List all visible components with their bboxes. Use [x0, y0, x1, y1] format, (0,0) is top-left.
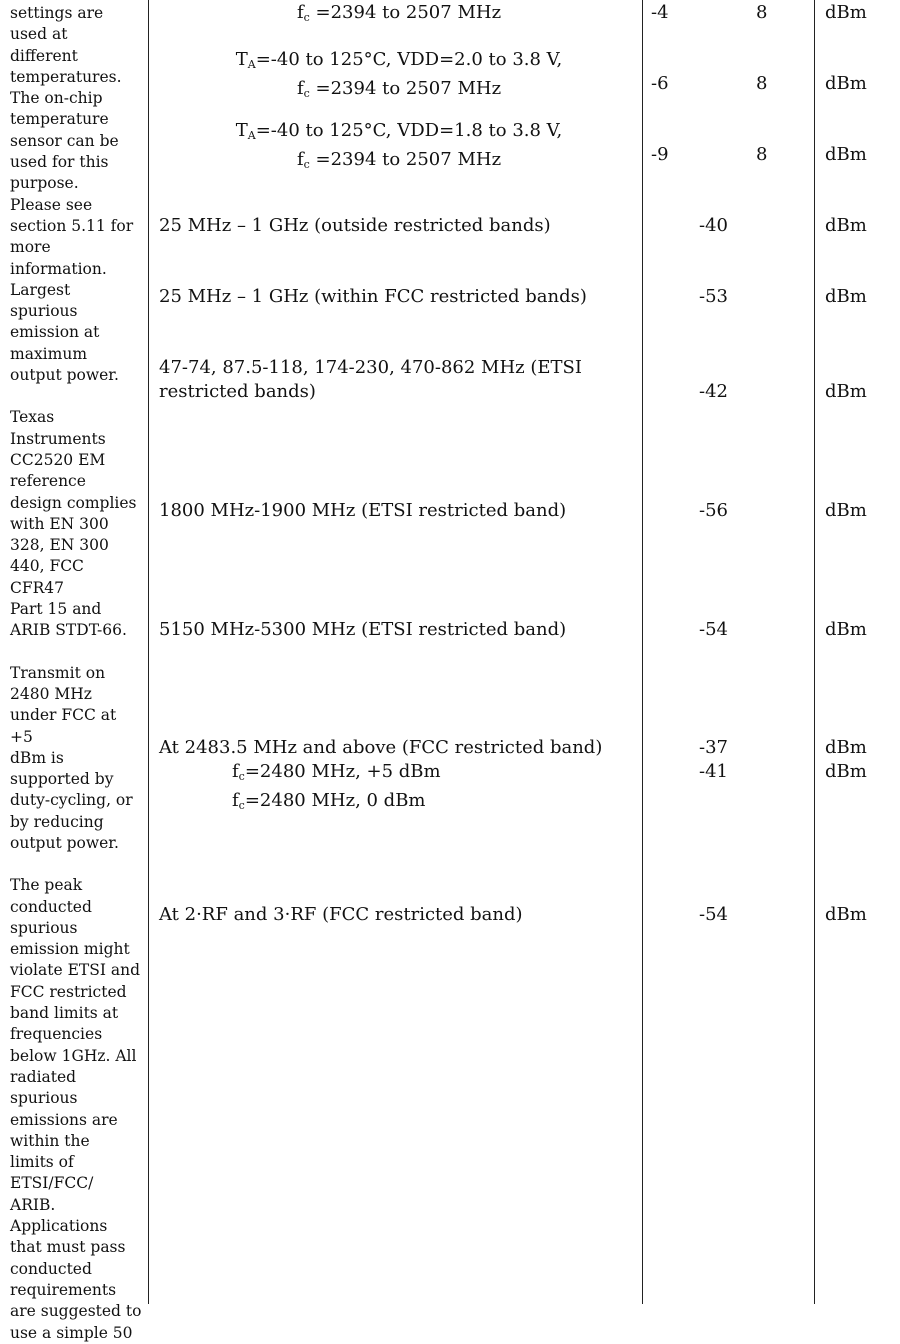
- comment-line: Transmit on: [10, 663, 106, 682]
- comment-line: temperatures.: [10, 67, 122, 86]
- comment-line: dBm is: [10, 748, 64, 767]
- comment-line: The on-chip: [10, 89, 103, 108]
- condition-cell: At 2483.5 MHz and above (FCC restricted band) $f_c=2480$ MHz, +5 dBm $f_c=2480$ MHz, 0 dBm: [159, 737, 603, 812]
- condition-cell: 47-74, 87.5-118, 174-230, 470-862 MHz (ETSI restricted bands): [159, 357, 582, 402]
- comment-line: more: [10, 238, 51, 257]
- unit-cell: dBm: [825, 500, 867, 521]
- comment-line: 2480 MHz: [10, 684, 92, 703]
- comment-line: different: [10, 46, 78, 65]
- column-divider-1: [148, 0, 149, 1304]
- comment-line: ETSI/FCC/: [10, 1174, 94, 1193]
- comment-line: Instruments: [10, 429, 106, 448]
- comment-line: emissions are: [10, 1110, 118, 1129]
- comment-line: within the: [10, 1131, 90, 1150]
- comment-line: are suggested to: [10, 1302, 142, 1321]
- comment-line: emission at: [10, 323, 100, 342]
- typ-value: -54: [699, 619, 728, 640]
- comment-line: used at: [10, 25, 68, 44]
- comment-line: 328, EN 300: [10, 536, 109, 555]
- comment-line: violate ETSI and: [10, 961, 141, 980]
- comment-line: supported by: [10, 770, 114, 789]
- comment-line: limits of: [10, 1153, 74, 1172]
- comment-paragraph-4: [10, 875, 142, 1344]
- unit-cell: dBm: [825, 2, 867, 23]
- typ-value: -37: [699, 737, 728, 758]
- column-divider-2: [642, 0, 643, 1304]
- condition-cell: At 2·RF and 3·RF (FCC restricted band): [159, 904, 523, 925]
- comment-line: spurious: [10, 302, 78, 321]
- comment-line: maximum: [10, 344, 88, 363]
- comment-line: conducted: [10, 1259, 92, 1278]
- comment-paragraph-3: [10, 663, 142, 855]
- unit-cell: dBm: [825, 73, 867, 94]
- condition-cell: 25 MHz – 1 GHz (within FCC restricted bands): [159, 286, 587, 307]
- unit-cell: dBm: [825, 761, 867, 782]
- comment-line: FCC restricted: [10, 982, 127, 1001]
- comment-line: by reducing: [10, 812, 104, 831]
- comment-line: emission might: [10, 940, 130, 959]
- comment-line: 440, FCC CFR47: [10, 557, 84, 597]
- max-value: 8: [756, 144, 768, 165]
- comment-paragraph-2: [10, 407, 142, 641]
- comment-line: conducted: [10, 897, 92, 916]
- typ-value: -53: [699, 286, 728, 307]
- condition-cell: $f_c =2394$ to 2507 MHz: [296, 2, 502, 24]
- max-value: 8: [756, 2, 768, 23]
- comment-line: information.: [10, 259, 107, 278]
- comment-line: duty-cycling, or: [10, 791, 133, 810]
- unit-cell: dBm: [825, 381, 867, 402]
- typ-value: -42: [699, 381, 728, 402]
- condition-cell: $T_A=-40$ to 125°C, VDD=2.0 to 3.8 V, $f_c =2394$ to 2507 MHz: [235, 49, 563, 100]
- min-value: -6: [651, 73, 669, 94]
- comment-line: that must pass: [10, 1238, 126, 1257]
- comment-line: below 1GHz. All: [10, 1046, 137, 1065]
- comment-line: Please see: [10, 195, 93, 214]
- comment-line: band limits at: [10, 1004, 119, 1023]
- comment-line: The peak: [10, 876, 83, 895]
- comment-line: output power.: [10, 366, 119, 385]
- typ-value: -41: [699, 761, 728, 782]
- comment-line: ARIB STDT-66.: [10, 621, 127, 640]
- comment-line: settings are: [10, 4, 104, 22]
- comment-line: reference: [10, 472, 86, 491]
- comment-line: spurious: [10, 918, 78, 937]
- unit-cell: dBm: [825, 619, 867, 640]
- unit-cell: dBm: [825, 286, 867, 307]
- condition-cell: 25 MHz – 1 GHz (outside restricted bands): [159, 215, 551, 236]
- comment-line: spurious: [10, 1089, 78, 1108]
- typ-value: -56: [699, 500, 728, 521]
- condition-cell: 5150 MHz-5300 MHz (ETSI restricted band): [159, 619, 567, 640]
- comment-line: Part 15 and: [10, 600, 102, 619]
- comment-line: with EN 300: [10, 514, 109, 533]
- min-value: -4: [651, 2, 669, 23]
- comment-line: used for this: [10, 153, 109, 172]
- min-value: -9: [651, 144, 669, 165]
- comment-line: under FCC at +5: [10, 706, 117, 746]
- comment-line: CC2520 EM: [10, 450, 106, 469]
- unit-cell: dBm: [825, 737, 867, 758]
- comment-line: use a simple 50: [10, 1323, 133, 1342]
- comment-line: sensor can be: [10, 131, 119, 150]
- condition-cell: 1800 MHz-1900 MHz (ETSI restricted band): [159, 500, 567, 521]
- max-value: 8: [756, 73, 768, 94]
- comment-line: frequencies: [10, 1025, 103, 1044]
- comment-paragraph-1: [10, 3, 142, 386]
- unit-cell: dBm: [825, 215, 867, 236]
- comment-line: radiated: [10, 1067, 77, 1086]
- comment-line: purpose.: [10, 174, 79, 193]
- comment-column: [10, 3, 142, 1344]
- comment-line: ARIB.: [10, 1195, 56, 1214]
- condition-cell: $T_A=-40$ to 125°C, VDD=1.8 to 3.8 V, $f_c =2394$ to 2507 MHz: [235, 120, 563, 171]
- comment-line: output power.: [10, 833, 119, 852]
- typ-value: -40: [699, 215, 728, 236]
- comment-line: Largest: [10, 280, 71, 299]
- comment-line: requirements: [10, 1280, 117, 1299]
- comment-line: Applications: [10, 1217, 108, 1236]
- unit-cell: dBm: [825, 144, 867, 165]
- comment-line: temperature: [10, 110, 109, 129]
- typ-value: -54: [699, 904, 728, 925]
- unit-cell: dBm: [825, 904, 867, 925]
- comment-line: design complies: [10, 493, 137, 512]
- comment-line: section 5.11 for: [10, 216, 134, 235]
- column-divider-3: [814, 0, 815, 1304]
- comment-line: Texas: [10, 408, 55, 427]
